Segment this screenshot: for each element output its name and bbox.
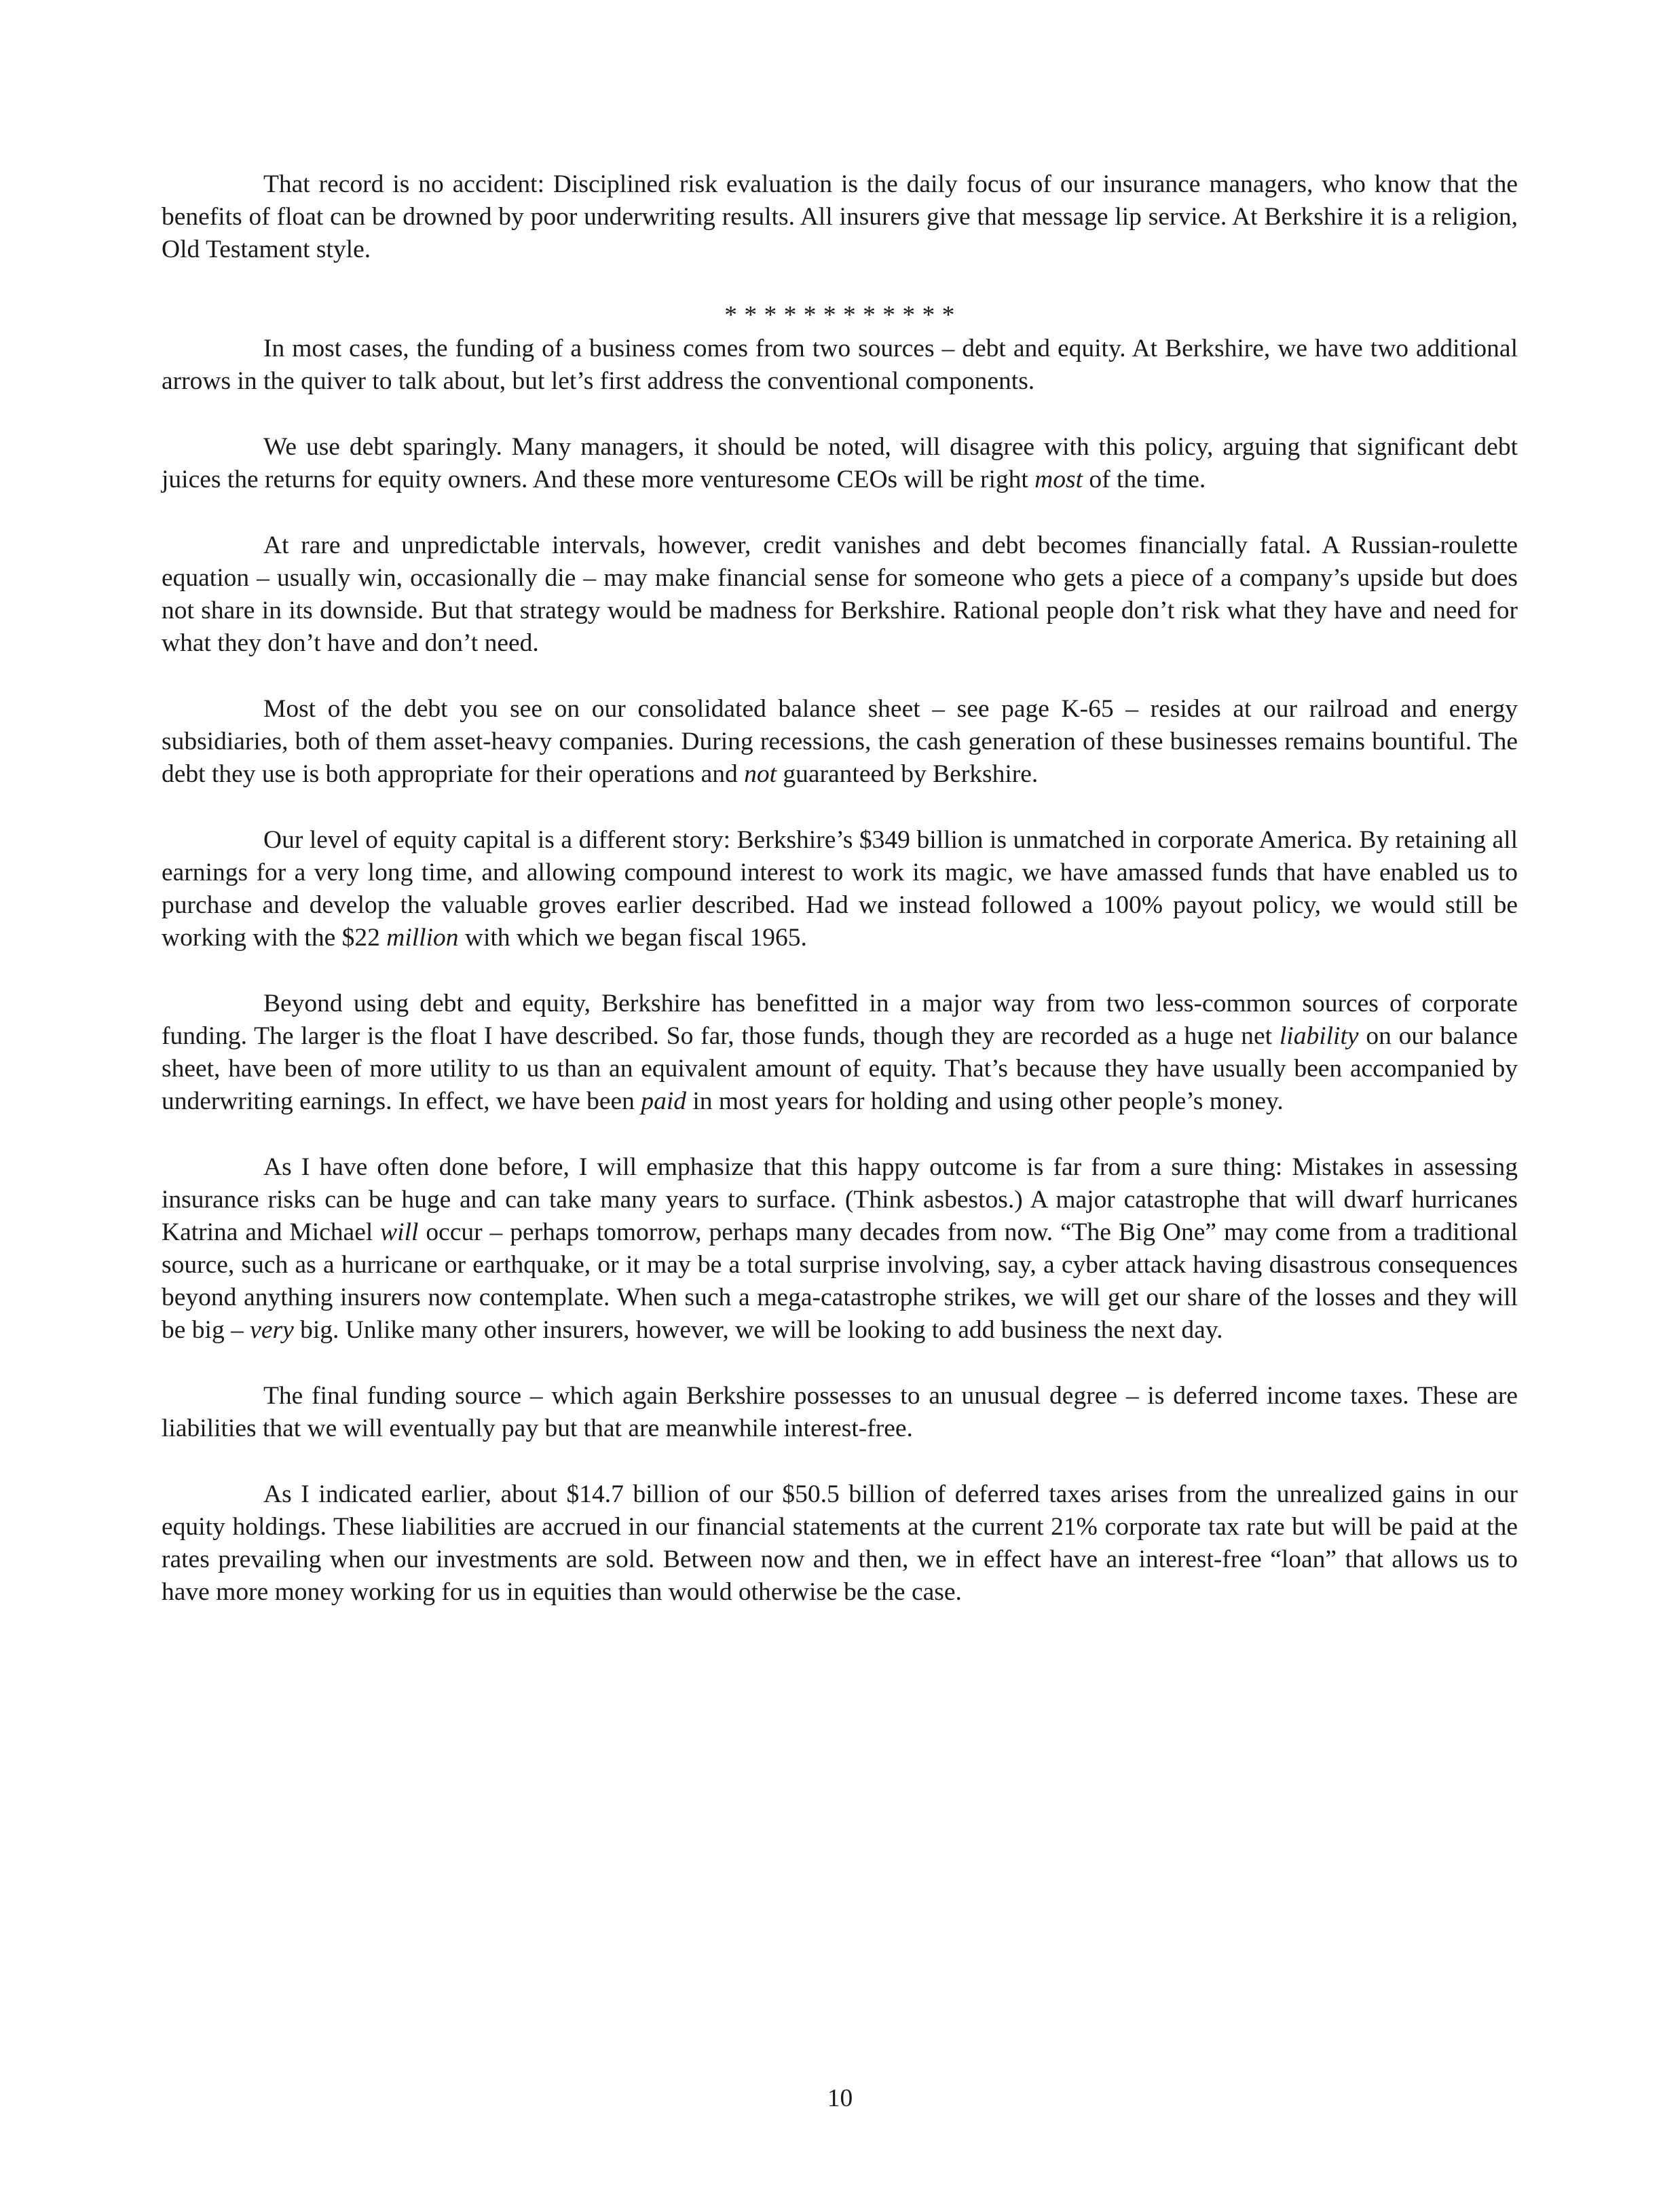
paragraph-equity-capital [162,824,1518,954]
text-run: occur – perhaps tomorrow, perhaps many decades from now. “The Big One” may come from a traditional source, such as a hurricane or earthquake, or it may be a total surprise involving, say, a cyber attack having disastrous consequences beyond anything insurers now contemplate. When such a mega-catastrophe strikes, we will get our share of the losses and they will be big – [162,1218,1518,1344]
emphasis-text: not [744,760,777,788]
paragraph-float-funding [162,988,1518,1118]
text-run: Our level of equity capital is a different story: Berkshire’s $349 billion is unmatched in corporate America. By retaining all earnings for a very long time, and allowing compound interest to work its magic, we have amassed funds that have enabled us to purchase and develop the valuable groves earlier described. Had we instead followed a 100% payout policy, we would still be working with the $22 [162,826,1518,952]
paragraph-catastrophe-risk [162,1151,1518,1347]
text-run: Most of the debt you see on our consolidated balance sheet – see page K-65 – resides at our railroad and energy subsidiaries, both of them asset-heavy companies. During recessions, the cash generation of these businesses remains bountiful. The debt they use is both appropriate for their operations and [162,695,1518,788]
text-run: big. Unlike many other insurers, however, we will be looking to add business the next day. [293,1316,1223,1344]
paragraph-funding-sources: In most cases, the funding of a business comes from two sources – debt and equity. At Berkshire, we have two additional arrows in the quiver to talk about, but let’s first address the conventional components. [162,335,1518,395]
page-number: 10 [827,2084,853,2112]
paragraph-record-no-accident: That record is no accident: Disciplined risk evaluation is the daily focus of our insurance managers, who know that the benefits of float can be drowned by poor underwriting results. All insurers give that message lip service. At Berkshire it is a religion, Old Testament style. [162,170,1518,263]
section-separator: * * * * * * * * * * * * [724,301,955,329]
emphasis-text: liability [1279,1022,1359,1050]
text-run: of the time. [1083,466,1206,493]
emphasis-text: most [1034,466,1083,493]
emphasis-text: million [386,924,459,952]
text-run: with which we began fiscal 1965. [458,924,807,952]
paragraph-deferred-taxes: The final funding source – which again Berkshire possesses to an unusual degree – is deferred income taxes. These are liabilities that we will eventually pay but that are meanwhile interest-free. [162,1382,1518,1442]
text-run: in most years for holding and using other people’s money. [686,1087,1284,1115]
paragraph-consolidated-debt [162,693,1518,791]
text-run: As I have often done before, I will emphasize that this happy outcome is far from a sure thing: Mistakes in assessing insurance risks can be huge and can take many years to surface. (Think asbestos.) A major catastrophe that will dwarf hurricanes Katrina and Michael [162,1153,1518,1246]
text-run: Beyond using debt and equity, Berkshire has benefitted in a major way from two less-common sources of corporate funding. The larger is the float I have described. So far, those funds, though they are recorded as a huge net [162,990,1518,1050]
emphasis-text: paid [641,1087,686,1115]
emphasis-text: will [380,1218,419,1246]
paragraph-credit-vanishes: At rare and unpredictable intervals, however, credit vanishes and debt becomes financially fatal. A Russian-roulette equation – usually win, occasionally die – may make financial sense for someone who gets a piece of a company’s upside but does not share in its downside. But that strategy would be madness for Berkshire. Rational people don’t risk what they have and need for what they don’t have and don’t need. [162,531,1518,657]
paragraph-debt-sparingly [162,431,1518,496]
paragraph-unrealized-gains: As I indicated earlier, about $14.7 billion of our $50.5 billion of deferred taxes arises from the unrealized gains in our equity holdings. These liabilities are accrued in our financial statements at the current 21% corporate tax rate but will be paid at the rates prevailing when our investments are sold. Between now and then, we in effect have an interest-free “loan” that allows us to have more money working for us in equities than would otherwise be the case. [162,1480,1518,1606]
text-run: We use debt sparingly. Many managers, it should be noted, will disagree with this policy, arguing that significant debt juices the returns for equity owners. And these more venturesome CEOs will be right [162,433,1518,493]
text-run: guaranteed by Berkshire. [777,760,1039,788]
document-body [162,168,1518,1609]
text-run: on our balance sheet, have been of more utility to us than an equivalent amount of equity. That’s because they have usually been accompanied by underwriting earnings. In effect, we have been [162,1022,1518,1115]
emphasis-text: very [250,1316,294,1344]
